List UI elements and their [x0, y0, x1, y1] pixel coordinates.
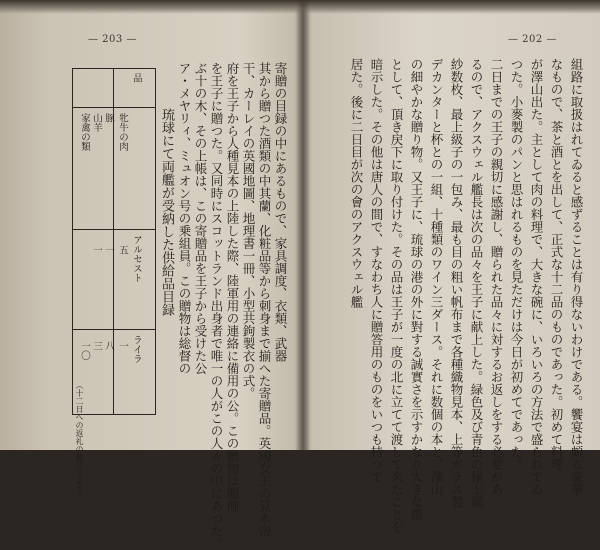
left-body-column: 其から贈つた酒類の中其蘭、化粧品等から刺身まで揃へた寄贈品。英國女王の見本帝 — [257, 62, 272, 537]
table-cell-alceste: 一 — [103, 245, 114, 255]
right-body-column: つた。小麥製のパンと思はれるものを見ただけは今日が初めてであった。 — [509, 58, 524, 471]
table-cell-alceste: 一 — [91, 245, 102, 255]
supplies-table — [72, 68, 156, 501]
table-header-lyra: ライラ — [131, 335, 142, 364]
right-body-column: 暗示した。その他は唐人の間で、すなわち人に贈答用のものをいつも持つて — [369, 58, 384, 483]
table-cell-lyra: 八 — [103, 341, 114, 351]
table-cell-alceste: 五 — [117, 245, 128, 255]
right-body-column: るので、アクスウェル艦長は次の品々を王子に献上した。緑色及び青色の極上羅 — [469, 58, 484, 508]
book-gutter — [296, 0, 310, 450]
table-mid-divider-2 — [73, 329, 155, 330]
right-body-column: 居た。後に二日目が次の會のアクスウェル艦 — [349, 58, 364, 308]
table-cell-item: 牝牛の肉 — [117, 113, 128, 151]
table-cell-item: 豚 — [103, 113, 114, 123]
left-body-column: 寄贈の目録の中にあるもので、家具調度、衣類、武器 — [273, 62, 288, 362]
table-header-divider — [73, 107, 155, 108]
left-body-column: を王子に贈つた。又同時にスコットランド出身者で唯一の人がこの人々の中にあつた。 — [209, 62, 224, 550]
table-header-item: 品 — [131, 73, 142, 83]
table-cell-lyra: 一 — [117, 341, 128, 351]
table-mid-divider — [73, 229, 155, 230]
left-page-number: — 203 — — [88, 34, 137, 45]
table-cell-item: 山羊 — [91, 113, 102, 132]
right-body-column: 組路に取扱はれてゐると感ずることは有り得ないわけである。饗宴は頗る豪華 — [569, 58, 584, 496]
right-body-column: 二日までの王子の親切に感謝し、贈られた品々に対するお返しをする必要があ — [489, 58, 504, 496]
right-body-column: 紗数枚、最上級子の一包み、最も目の粗い帆布まで各種織物見本、上等ガラス製 — [449, 58, 464, 508]
right-body-column: の細やかな贈り物。又王子に、琉球の港の外に對する誠實さを示すかなり大きな標 — [409, 58, 424, 521]
table-cell-item: 家禽の類 — [79, 113, 90, 151]
left-body-column: ア・メヤリィ、ミュオン号の乗組員。この贈物は総督の — [177, 62, 192, 375]
table-footnote: （十二日への返礼の数は含まず） — [75, 381, 84, 501]
right-body-column: として、頂き戻下に取り付けた。その品は王子が一度の北に立てて渡して来たことを — [389, 58, 404, 533]
right-body-column: なもので、茶と酒とを出して、正式な十二品のものであった。初めて料理 — [549, 58, 564, 471]
right-body-column: デカンターと杯との一組、十種類のワイン三ダース。それに数個の本と、澤山 — [429, 58, 444, 496]
left-body-column: 府を王子から人種見本の上陸した際、陸軍用の連絡に備用の公。この贈物は服飾 — [225, 62, 240, 512]
left-body-column: 干、カーレイの英國地圖、地理書一冊、小型共鉤製衣の式。 — [241, 62, 256, 400]
table-cell-lyra: 三 — [91, 341, 102, 351]
table-caption: 琉球にて両艦が受納した供給品目録 — [159, 108, 174, 316]
table-header-alceste: アルセスト — [131, 235, 142, 283]
right-page-number: — 202 — — [508, 34, 557, 45]
left-body-column: ぶ十の木、その上帳は、この寄贈品を王子から受けた公 — [193, 62, 208, 375]
right-body-column: が澤山出た。主として肉の料理で、大きな碗に、いろいろの方法で盛られてゐ — [529, 58, 544, 496]
table-cell-lyra: 一〇 — [79, 341, 90, 360]
